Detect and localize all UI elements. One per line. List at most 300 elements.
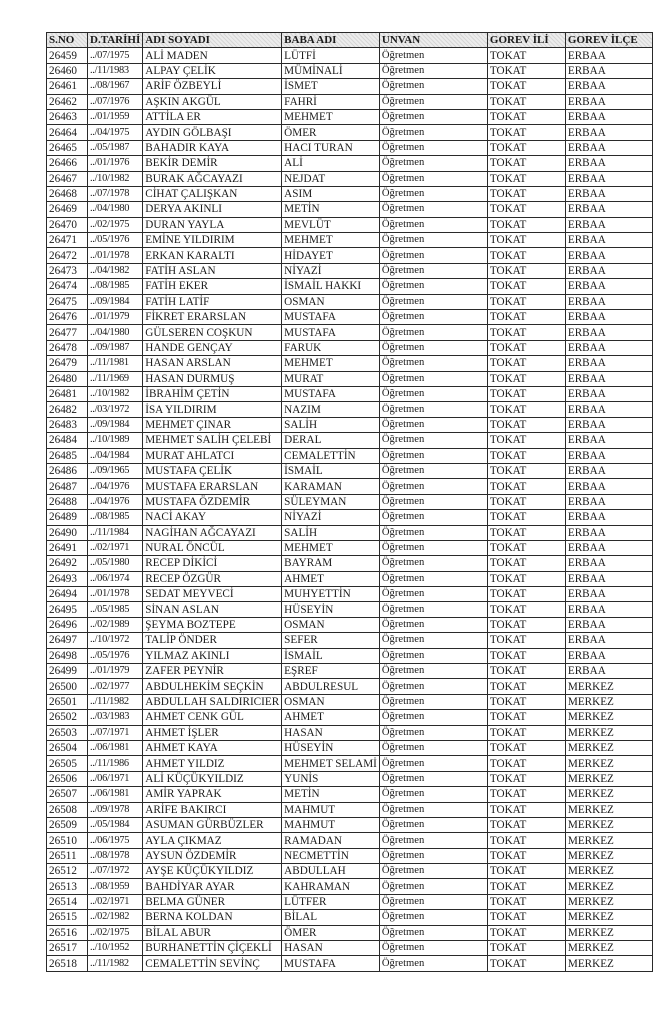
column-header-title: UNVAN (379, 33, 487, 48)
cell-duty-district: ERBAA (565, 602, 652, 617)
cell-full-name: ALİ MADEN (143, 48, 282, 63)
cell-full-name: AHMET KAYA (143, 740, 282, 755)
cell-father-name: İSMAİL (282, 463, 380, 478)
cell-sno: 26505 (47, 756, 88, 771)
cell-title: Öğretmen (379, 710, 487, 725)
cell-full-name: AMİR YAPRAK (143, 787, 282, 802)
table-row (47, 186, 653, 201)
cell-full-name: FİKRET ERARSLAN (143, 310, 282, 325)
table-row (47, 710, 653, 725)
cell-birth-date: ../08/1959 (88, 879, 143, 894)
cell-full-name: ZAFER PEYNİR (143, 664, 282, 679)
cell-birth-date: ../05/1985 (88, 602, 143, 617)
cell-sno: 26467 (47, 171, 88, 186)
cell-full-name: FATİH LATİF (143, 294, 282, 309)
cell-birth-date: ../08/1978 (88, 848, 143, 863)
cell-father-name: FAHRİ (282, 94, 380, 109)
cell-sno: 26510 (47, 833, 88, 848)
cell-title: Öğretmen (379, 602, 487, 617)
cell-father-name: ALİ (282, 156, 380, 171)
cell-birth-date: ../04/1980 (88, 202, 143, 217)
cell-father-name: NİYAZİ (282, 263, 380, 278)
cell-father-name: SALİH (282, 417, 380, 432)
cell-duty-district: ERBAA (565, 617, 652, 632)
cell-sno: 26477 (47, 325, 88, 340)
cell-full-name: BURAK AĞCAYAZI (143, 171, 282, 186)
cell-sno: 26472 (47, 248, 88, 263)
column-header-duty-district: GOREV İLÇE (565, 33, 652, 48)
cell-full-name: BERNA KOLDAN (143, 910, 282, 925)
cell-full-name: ATTİLA ER (143, 109, 282, 124)
cell-duty-district: MERKEZ (565, 879, 652, 894)
cell-duty-district: ERBAA (565, 386, 652, 401)
cell-duty-province: TOKAT (487, 202, 565, 217)
cell-father-name: KAHRAMAN (282, 879, 380, 894)
cell-father-name: SEFER (282, 633, 380, 648)
cell-sno: 26501 (47, 694, 88, 709)
cell-full-name: ABDULHEKİM SEÇKİN (143, 679, 282, 694)
cell-full-name: TALİP ÖNDER (143, 633, 282, 648)
cell-duty-district: ERBAA (565, 463, 652, 478)
cell-sno: 26464 (47, 125, 88, 140)
cell-father-name: ÖMER (282, 125, 380, 140)
cell-title: Öğretmen (379, 417, 487, 432)
cell-full-name: ARİF ÖZBEYLİ (143, 79, 282, 94)
cell-sno: 26494 (47, 587, 88, 602)
cell-sno: 26466 (47, 156, 88, 171)
cell-sno: 26512 (47, 864, 88, 879)
cell-sno: 26517 (47, 941, 88, 956)
table-row (47, 833, 653, 848)
cell-duty-district: ERBAA (565, 79, 652, 94)
cell-duty-province: TOKAT (487, 417, 565, 432)
cell-birth-date: ../11/1969 (88, 371, 143, 386)
cell-full-name: YILMAZ AKINLI (143, 648, 282, 663)
cell-duty-province: TOKAT (487, 217, 565, 232)
cell-duty-district: MERKEZ (565, 941, 652, 956)
cell-title: Öğretmen (379, 202, 487, 217)
cell-title: Öğretmen (379, 433, 487, 448)
cell-duty-province: TOKAT (487, 525, 565, 540)
cell-duty-district: ERBAA (565, 525, 652, 540)
cell-father-name: OSMAN (282, 694, 380, 709)
cell-birth-date: ../01/1978 (88, 248, 143, 263)
cell-sno: 26459 (47, 48, 88, 63)
cell-sno: 26461 (47, 79, 88, 94)
cell-duty-province: TOKAT (487, 925, 565, 940)
cell-title: Öğretmen (379, 279, 487, 294)
personnel-table (46, 32, 653, 972)
cell-title: Öğretmen (379, 540, 487, 555)
cell-title: Öğretmen (379, 679, 487, 694)
table-row (47, 417, 653, 432)
cell-birth-date: ../09/1984 (88, 294, 143, 309)
cell-sno: 26484 (47, 433, 88, 448)
cell-duty-district: ERBAA (565, 263, 652, 278)
table-row (47, 602, 653, 617)
cell-duty-province: TOKAT (487, 510, 565, 525)
cell-duty-province: TOKAT (487, 540, 565, 555)
cell-duty-district: ERBAA (565, 556, 652, 571)
cell-duty-district: ERBAA (565, 217, 652, 232)
table-row (47, 94, 653, 109)
cell-duty-province: TOKAT (487, 171, 565, 186)
cell-duty-province: TOKAT (487, 479, 565, 494)
cell-title: Öğretmen (379, 864, 487, 879)
cell-sno: 26473 (47, 263, 88, 278)
cell-duty-district: ERBAA (565, 310, 652, 325)
cell-full-name: AYŞE KÜÇÜKYILDIZ (143, 864, 282, 879)
cell-duty-district: ERBAA (565, 648, 652, 663)
cell-title: Öğretmen (379, 694, 487, 709)
table-row (47, 63, 653, 78)
cell-sno: 26482 (47, 402, 88, 417)
cell-sno: 26465 (47, 140, 88, 155)
cell-sno: 26480 (47, 371, 88, 386)
cell-title: Öğretmen (379, 294, 487, 309)
cell-sno: 26468 (47, 186, 88, 201)
cell-duty-province: TOKAT (487, 679, 565, 694)
cell-sno: 26475 (47, 294, 88, 309)
cell-duty-district: ERBAA (565, 402, 652, 417)
cell-title: Öğretmen (379, 402, 487, 417)
cell-duty-province: TOKAT (487, 664, 565, 679)
cell-duty-district: ERBAA (565, 125, 652, 140)
cell-duty-district: ERBAA (565, 433, 652, 448)
column-header-sno: S.NO (47, 33, 88, 48)
cell-duty-province: TOKAT (487, 494, 565, 509)
cell-duty-district: ERBAA (565, 233, 652, 248)
cell-full-name: BEKİR DEMİR (143, 156, 282, 171)
cell-duty-province: TOKAT (487, 94, 565, 109)
table-row (47, 864, 653, 879)
cell-duty-district: ERBAA (565, 63, 652, 78)
cell-duty-district: MERKEZ (565, 725, 652, 740)
cell-sno: 26496 (47, 617, 88, 632)
cell-full-name: BELMA GÜNER (143, 894, 282, 909)
cell-birth-date: ../10/1982 (88, 171, 143, 186)
cell-sno: 26500 (47, 679, 88, 694)
cell-birth-date: ../06/1971 (88, 771, 143, 786)
column-header-birth-date: D.TARİHİ (88, 33, 143, 48)
cell-full-name: ALİ KÜÇÜKYILDIZ (143, 771, 282, 786)
cell-father-name: FARUK (282, 340, 380, 355)
cell-sno: 26463 (47, 109, 88, 124)
cell-father-name: İSMAİL (282, 648, 380, 663)
cell-title: Öğretmen (379, 617, 487, 632)
cell-sno: 26483 (47, 417, 88, 432)
cell-duty-district: ERBAA (565, 448, 652, 463)
cell-duty-district: ERBAA (565, 279, 652, 294)
cell-birth-date: ../01/1979 (88, 664, 143, 679)
cell-duty-district: ERBAA (565, 156, 652, 171)
cell-duty-province: TOKAT (487, 63, 565, 78)
cell-father-name: LÜTFİ (282, 48, 380, 63)
cell-full-name: SİNAN ASLAN (143, 602, 282, 617)
cell-title: Öğretmen (379, 79, 487, 94)
table-row (47, 263, 653, 278)
cell-duty-district: ERBAA (565, 325, 652, 340)
table-row (47, 371, 653, 386)
table-row (47, 463, 653, 478)
cell-birth-date: ../04/1984 (88, 448, 143, 463)
cell-birth-date: ../11/1982 (88, 694, 143, 709)
cell-father-name: BAYRAM (282, 556, 380, 571)
column-header-duty-province: GOREV İLİ (487, 33, 565, 48)
cell-father-name: MÜMİNALİ (282, 63, 380, 78)
cell-title: Öğretmen (379, 48, 487, 63)
table-row (47, 202, 653, 217)
cell-duty-province: TOKAT (487, 433, 565, 448)
cell-duty-province: TOKAT (487, 617, 565, 632)
cell-sno: 26460 (47, 63, 88, 78)
cell-title: Öğretmen (379, 125, 487, 140)
cell-title: Öğretmen (379, 664, 487, 679)
cell-duty-district: ERBAA (565, 94, 652, 109)
cell-birth-date: ../09/1965 (88, 463, 143, 478)
cell-title: Öğretmen (379, 386, 487, 401)
table-row (47, 956, 653, 971)
cell-full-name: BİLAL ABUR (143, 925, 282, 940)
table-row (47, 140, 653, 155)
cell-sno: 26516 (47, 925, 88, 940)
table-row (47, 340, 653, 355)
table-row (47, 679, 653, 694)
cell-sno: 26497 (47, 633, 88, 648)
cell-duty-province: TOKAT (487, 48, 565, 63)
cell-father-name: HÜSEYİN (282, 602, 380, 617)
cell-title: Öğretmen (379, 263, 487, 278)
cell-full-name: DERYA AKINLI (143, 202, 282, 217)
cell-father-name: LÜTFER (282, 894, 380, 909)
cell-duty-district: ERBAA (565, 540, 652, 555)
cell-duty-district: ERBAA (565, 571, 652, 586)
cell-duty-province: TOKAT (487, 633, 565, 648)
cell-duty-province: TOKAT (487, 864, 565, 879)
cell-title: Öğretmen (379, 648, 487, 663)
cell-title: Öğretmen (379, 771, 487, 786)
table-row (47, 386, 653, 401)
cell-duty-district: MERKEZ (565, 802, 652, 817)
cell-full-name: NAGİHAN AĞCAYAZI (143, 525, 282, 540)
cell-duty-district: ERBAA (565, 587, 652, 602)
table-row (47, 756, 653, 771)
table-row (47, 817, 653, 832)
cell-full-name: GÜLSEREN COŞKUN (143, 325, 282, 340)
cell-title: Öğretmen (379, 217, 487, 232)
table-row (47, 233, 653, 248)
cell-full-name: NACİ AKAY (143, 510, 282, 525)
cell-father-name: NİYAZİ (282, 510, 380, 525)
cell-sno: 26462 (47, 94, 88, 109)
cell-father-name: İSMET (282, 79, 380, 94)
cell-full-name: AHMET CENK GÜL (143, 710, 282, 725)
cell-title: Öğretmen (379, 833, 487, 848)
table-row (47, 433, 653, 448)
cell-sno: 26509 (47, 817, 88, 832)
cell-sno: 26488 (47, 494, 88, 509)
table-row (47, 356, 653, 371)
cell-father-name: RAMADAN (282, 833, 380, 848)
cell-full-name: CEMALETTİN SEVİNÇ (143, 956, 282, 971)
cell-full-name: AHMET YILDIZ (143, 756, 282, 771)
cell-duty-province: TOKAT (487, 941, 565, 956)
cell-duty-province: TOKAT (487, 802, 565, 817)
cell-title: Öğretmen (379, 325, 487, 340)
cell-sno: 26491 (47, 540, 88, 555)
cell-father-name: MUSTAFA (282, 310, 380, 325)
cell-title: Öğretmen (379, 140, 487, 155)
cell-duty-province: TOKAT (487, 725, 565, 740)
cell-duty-district: MERKEZ (565, 679, 652, 694)
column-header-father-name: BABA ADI (282, 33, 380, 48)
cell-title: Öğretmen (379, 740, 487, 755)
cell-duty-district: ERBAA (565, 371, 652, 386)
cell-duty-district: ERBAA (565, 664, 652, 679)
cell-duty-province: TOKAT (487, 79, 565, 94)
cell-duty-district: ERBAA (565, 479, 652, 494)
cell-duty-province: TOKAT (487, 894, 565, 909)
cell-father-name: EŞREF (282, 664, 380, 679)
cell-duty-province: TOKAT (487, 587, 565, 602)
cell-full-name: MEHMET ÇINAR (143, 417, 282, 432)
cell-sno: 26478 (47, 340, 88, 355)
cell-full-name: İBRAHİM ÇETİN (143, 386, 282, 401)
cell-sno: 26503 (47, 725, 88, 740)
cell-full-name: AHMET İŞLER (143, 725, 282, 740)
cell-father-name: NEJDAT (282, 171, 380, 186)
cell-full-name: BURHANETTİN ÇİÇEKLİ (143, 941, 282, 956)
table-row (47, 279, 653, 294)
cell-full-name: ASUMAN GÜRBÜZLER (143, 817, 282, 832)
table-row (47, 217, 653, 232)
cell-title: Öğretmen (379, 356, 487, 371)
cell-father-name: HACI TURAN (282, 140, 380, 155)
cell-duty-province: TOKAT (487, 956, 565, 971)
table-row (47, 125, 653, 140)
cell-full-name: MUSTAFA ERARSLAN (143, 479, 282, 494)
cell-sno: 26508 (47, 802, 88, 817)
cell-duty-district: MERKEZ (565, 956, 652, 971)
cell-sno: 26498 (47, 648, 88, 663)
cell-title: Öğretmen (379, 787, 487, 802)
cell-father-name: HASAN (282, 941, 380, 956)
cell-title: Öğretmen (379, 848, 487, 863)
cell-full-name: MURAT AHLATCI (143, 448, 282, 463)
cell-birth-date: ../02/1989 (88, 617, 143, 632)
cell-birth-date: ../11/1983 (88, 63, 143, 78)
cell-father-name: CEMALETTİN (282, 448, 380, 463)
table-row (47, 525, 653, 540)
table-row (47, 771, 653, 786)
cell-duty-province: TOKAT (487, 879, 565, 894)
cell-birth-date: ../05/1987 (88, 140, 143, 155)
cell-duty-province: TOKAT (487, 125, 565, 140)
cell-duty-province: TOKAT (487, 109, 565, 124)
cell-father-name: OSMAN (282, 294, 380, 309)
cell-full-name: AYDIN GÖLBAŞI (143, 125, 282, 140)
cell-full-name: HASAN ARSLAN (143, 356, 282, 371)
cell-duty-district: ERBAA (565, 186, 652, 201)
cell-duty-district: MERKEZ (565, 894, 652, 909)
cell-title: Öğretmen (379, 633, 487, 648)
cell-full-name: HASAN DURMUŞ (143, 371, 282, 386)
table-row (47, 310, 653, 325)
cell-title: Öğretmen (379, 109, 487, 124)
cell-sno: 26499 (47, 664, 88, 679)
cell-father-name: OSMAN (282, 617, 380, 632)
cell-full-name: FATİH EKER (143, 279, 282, 294)
cell-duty-district: MERKEZ (565, 817, 652, 832)
cell-full-name: FATİH ASLAN (143, 263, 282, 278)
cell-father-name: MEHMET (282, 233, 380, 248)
cell-birth-date: ../10/1952 (88, 941, 143, 956)
cell-duty-province: TOKAT (487, 602, 565, 617)
cell-full-name: ŞEYMA BOZTEPE (143, 617, 282, 632)
cell-duty-province: TOKAT (487, 817, 565, 832)
cell-father-name: METİN (282, 202, 380, 217)
table-row (47, 494, 653, 509)
cell-duty-district: MERKEZ (565, 833, 652, 848)
cell-duty-district: MERKEZ (565, 710, 652, 725)
cell-father-name: NAZIM (282, 402, 380, 417)
cell-father-name: ABDULRESUL (282, 679, 380, 694)
cell-duty-district: MERKEZ (565, 694, 652, 709)
cell-title: Öğretmen (379, 448, 487, 463)
cell-sno: 26486 (47, 463, 88, 478)
table-row (47, 248, 653, 263)
cell-duty-district: MERKEZ (565, 787, 652, 802)
cell-birth-date: ../06/1981 (88, 787, 143, 802)
cell-birth-date: ../08/1985 (88, 510, 143, 525)
cell-father-name: MEHMET (282, 540, 380, 555)
cell-duty-province: TOKAT (487, 833, 565, 848)
cell-title: Öğretmen (379, 725, 487, 740)
cell-title: Öğretmen (379, 479, 487, 494)
cell-birth-date: ../01/1959 (88, 109, 143, 124)
cell-title: Öğretmen (379, 463, 487, 478)
cell-duty-district: ERBAA (565, 417, 652, 432)
cell-duty-province: TOKAT (487, 325, 565, 340)
table-row (47, 556, 653, 571)
cell-father-name: HASAN (282, 725, 380, 740)
cell-father-name: MUHYETTİN (282, 587, 380, 602)
cell-duty-province: TOKAT (487, 386, 565, 401)
cell-full-name: AYSUN ÖZDEMİR (143, 848, 282, 863)
cell-sno: 26470 (47, 217, 88, 232)
cell-duty-district: ERBAA (565, 248, 652, 263)
cell-title: Öğretmen (379, 587, 487, 602)
cell-title: Öğretmen (379, 525, 487, 540)
cell-father-name: MEVLÜT (282, 217, 380, 232)
cell-birth-date: ../07/1978 (88, 186, 143, 201)
cell-duty-province: TOKAT (487, 310, 565, 325)
cell-duty-province: TOKAT (487, 648, 565, 663)
cell-father-name: YUNİS (282, 771, 380, 786)
column-header-full-name: ADI SOYADI (143, 33, 282, 48)
cell-duty-district: ERBAA (565, 171, 652, 186)
cell-sno: 26479 (47, 356, 88, 371)
cell-title: Öğretmen (379, 956, 487, 971)
cell-title: Öğretmen (379, 233, 487, 248)
cell-sno: 26518 (47, 956, 88, 971)
table-row (47, 156, 653, 171)
cell-father-name: MUSTAFA (282, 325, 380, 340)
cell-duty-district: ERBAA (565, 140, 652, 155)
cell-father-name: MUSTAFA (282, 956, 380, 971)
header-row (47, 33, 653, 48)
table-row (47, 617, 653, 632)
